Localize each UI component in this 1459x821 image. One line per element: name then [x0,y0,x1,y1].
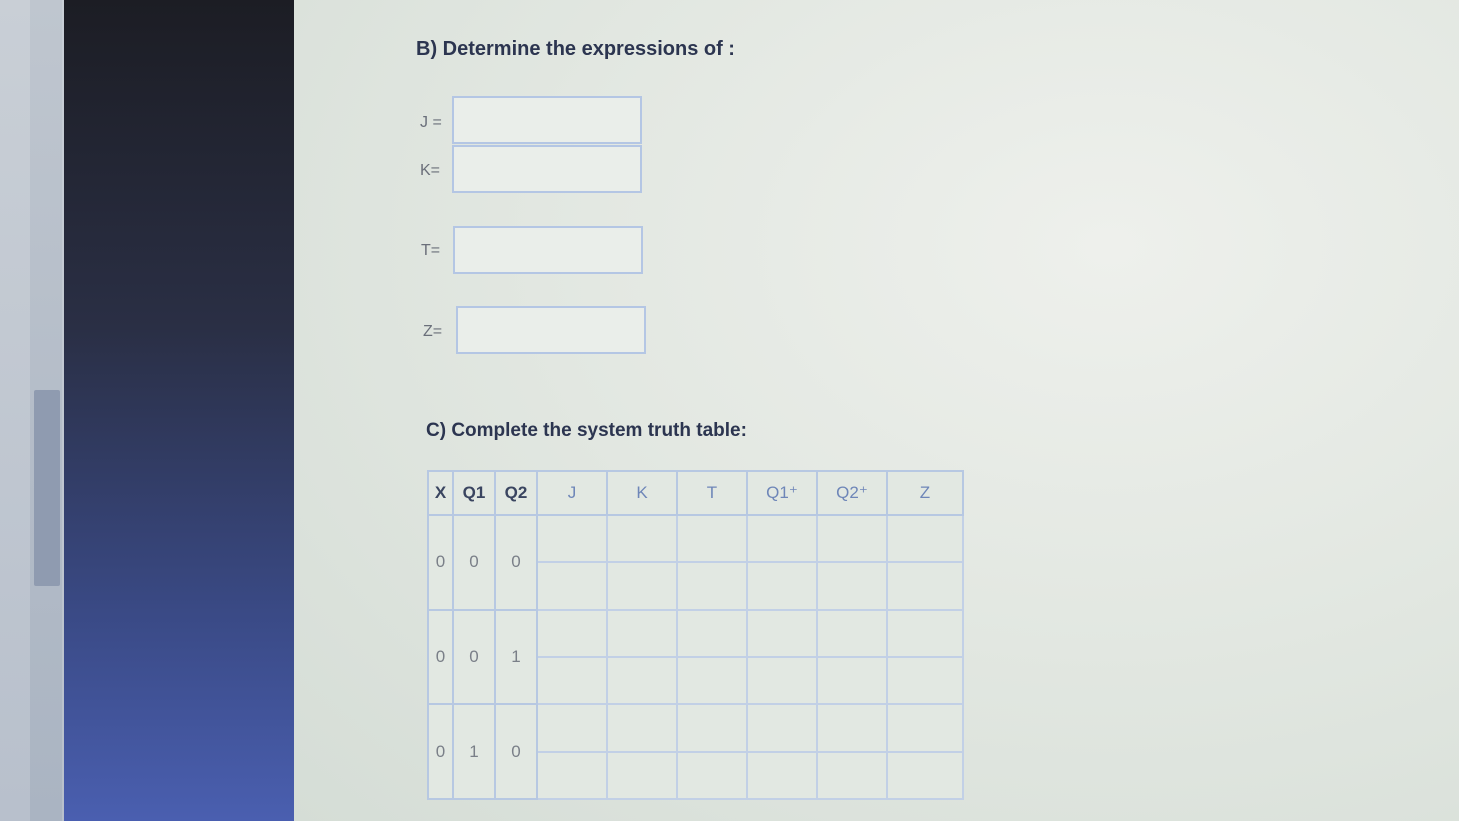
header-j: J [537,471,607,515]
z-expression-input[interactable] [456,306,646,354]
answer-cell[interactable] [607,657,677,704]
table-header-row [428,471,963,515]
answer-cell[interactable] [537,610,607,657]
cell-q2: 0 [495,704,537,799]
answer-cell[interactable] [537,752,607,799]
cell-q2: 1 [495,610,537,705]
answer-cell[interactable] [677,562,747,609]
cell-q2: 0 [495,515,537,610]
z-label: Z= [423,323,443,340]
header-q2-next: Q2⁺ [817,471,887,515]
t-expression-input[interactable] [453,226,643,274]
header-z: Z [887,471,963,515]
scrollbar-thumb[interactable] [34,390,60,586]
answer-cell[interactable] [607,752,677,799]
answer-cell[interactable] [817,704,887,751]
table-row [428,610,963,657]
answer-cell[interactable] [607,610,677,657]
section-b-heading: B) Determine the expressions of : [416,38,735,60]
cell-q1: 0 [453,610,495,705]
header-q1: Q1 [453,471,495,515]
answer-cell[interactable] [887,562,963,609]
answer-cell[interactable] [747,704,817,751]
answer-cell[interactable] [747,752,817,799]
cell-q1: 1 [453,704,495,799]
answer-cell[interactable] [537,657,607,704]
answer-cell[interactable] [887,610,963,657]
answer-cell[interactable] [537,562,607,609]
side-panel [64,0,304,821]
answer-cell[interactable] [677,657,747,704]
answer-cell[interactable] [887,515,963,562]
header-k: K [607,471,677,515]
answer-cell[interactable] [887,657,963,704]
answer-cell[interactable] [747,515,817,562]
header-q2: Q2 [495,471,537,515]
answer-cell[interactable] [817,657,887,704]
j-expression-input[interactable] [452,96,642,144]
answer-cell[interactable] [607,562,677,609]
answer-cell[interactable] [887,752,963,799]
truth-table [427,470,964,800]
header-t: T [677,471,747,515]
cell-x: 0 [428,704,453,799]
section-c-heading: C) Complete the system truth table: [426,420,747,441]
answer-cell[interactable] [677,704,747,751]
header-x: X [428,471,453,515]
answer-cell[interactable] [677,610,747,657]
header-q1-next: Q1⁺ [747,471,817,515]
cell-q1: 0 [453,515,495,610]
k-label: K= [420,162,441,179]
answer-cell[interactable] [607,515,677,562]
answer-cell[interactable] [677,515,747,562]
answer-cell[interactable] [537,704,607,751]
answer-cell[interactable] [747,657,817,704]
j-label: J = [420,114,442,131]
answer-cell[interactable] [817,562,887,609]
answer-cell[interactable] [607,704,677,751]
table-row [428,515,963,562]
answer-cell[interactable] [887,704,963,751]
answer-cell[interactable] [747,610,817,657]
answer-cell[interactable] [817,515,887,562]
cell-x: 0 [428,610,453,705]
table-row [428,704,963,751]
cell-x: 0 [428,515,453,610]
k-expression-input[interactable] [452,145,642,193]
answer-cell[interactable] [817,610,887,657]
answer-cell[interactable] [537,515,607,562]
answer-cell[interactable] [747,562,817,609]
answer-cell[interactable] [817,752,887,799]
answer-cell[interactable] [677,752,747,799]
t-label: T= [421,242,441,259]
